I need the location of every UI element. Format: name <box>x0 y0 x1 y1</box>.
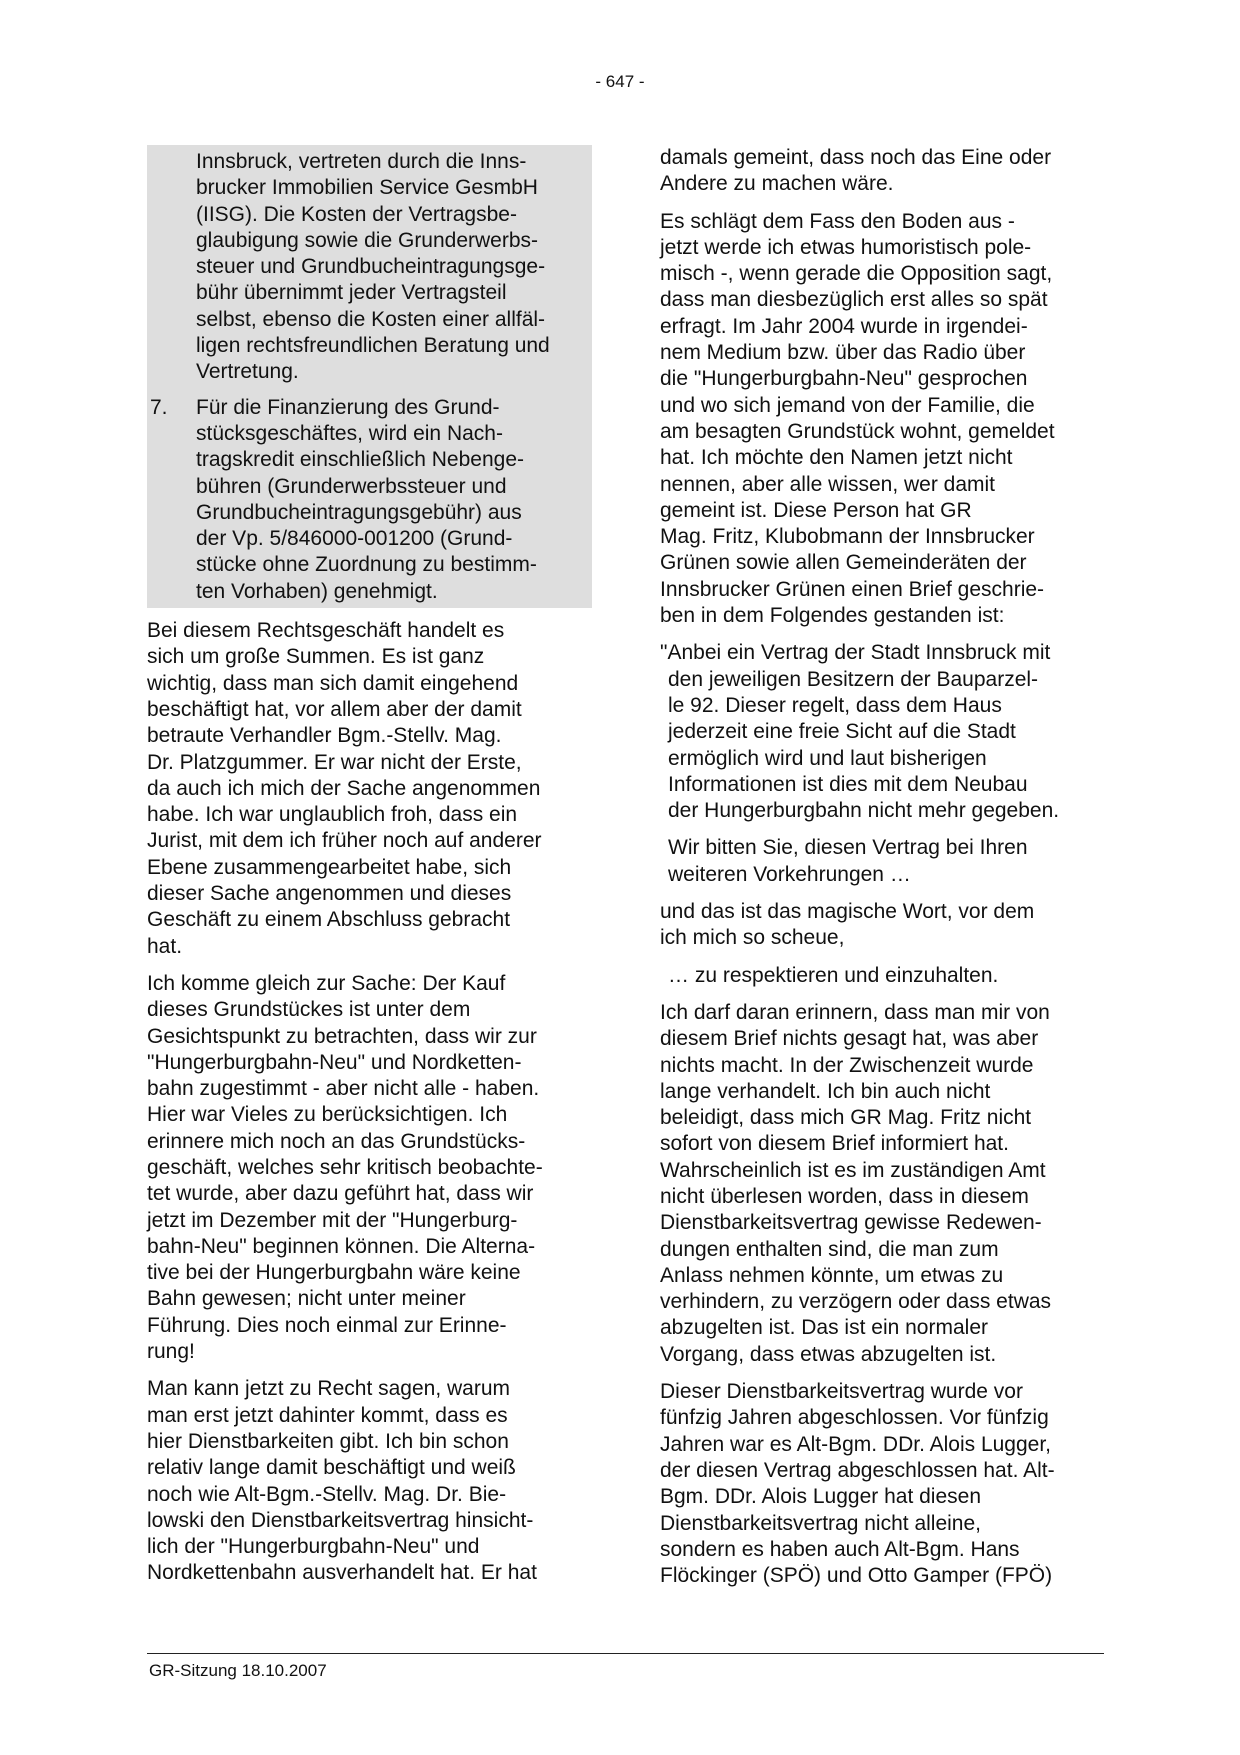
paragraph <box>147 971 592 1365</box>
text-line: fünfzig Jahren abgeschlossen. Vor fünfzig <box>660 1406 1049 1430</box>
text-line: dieses Grundstückes ist unter dem <box>147 998 471 1022</box>
text-line: Bei diesem Rechtsgeschäft handelt es <box>147 619 505 643</box>
text-line: Grundbucheintragungsgebühr) aus <box>196 500 522 524</box>
text-line: da auch ich mich der Sache angenommen <box>147 776 541 800</box>
text-line: gemeint ist. Diese Person hat GR <box>660 498 972 522</box>
text-line: lich der "Hungerburgbahn-Neu" und <box>147 1535 480 1559</box>
text-line: diesem Brief nichts gesagt hat, was aber <box>660 1027 1039 1051</box>
text-line: stücksgeschäftes, wird ein Nach- <box>196 421 503 445</box>
text-line: ligen rechtsfreundlichen Beratung und <box>196 334 550 358</box>
text-line: bahn zugestimmt - aber nicht alle - haben. <box>147 1077 540 1101</box>
text-line: ben in dem Folgendes gestanden ist: <box>660 604 1005 628</box>
text-line: … zu respektieren und einzuhalten. <box>668 963 999 987</box>
text-line: Grünen sowie allen Gemeinderäten der <box>660 551 1027 575</box>
text-line: hat. Ich möchte den Namen jetzt nicht <box>660 446 1013 470</box>
footer-session-date: GR-Sitzung 18.10.2007 <box>149 1661 327 1680</box>
text-line: dass man diesbezüglich erst alles so spät <box>660 288 1048 312</box>
text-line: glaubigung sowie die Grunderwerbs- <box>196 228 539 252</box>
text-line: Dienstbarkeitsvertrag nicht alleine, <box>660 1511 981 1535</box>
text-line: damals gemeint, dass noch das Eine oder <box>660 146 1052 169</box>
text-line: tet wurde, aber dazu geführt hat, dass wir <box>147 1182 534 1206</box>
text-line: ermöglich wird und laut bisherigen <box>668 746 987 770</box>
text-line: beschäftigt hat, vor allem aber der damit <box>147 697 522 721</box>
text-line: relativ lange damit beschäftigt und weiß <box>147 1456 516 1480</box>
text-line: habe. Ich war unglaublich froh, dass ein <box>147 803 518 827</box>
text-line: Bgm. DDr. Alois Lugger hat diesen <box>660 1485 982 1509</box>
right-column <box>660 145 1110 1600</box>
text-line: Nordkettenbahn ausverhandelt hat. Er hat <box>147 1561 537 1585</box>
text-line: le 92. Dieser regelt, dass dem Haus <box>668 693 1002 717</box>
text-line: Informationen ist dies mit dem Neubau <box>668 772 1028 796</box>
text-line: nicht überlesen worden, dass in diesem <box>660 1184 1029 1208</box>
text-line: und das ist das magische Wort, vor dem <box>660 900 1035 924</box>
text-line: Für die Finanzierung des Grund- <box>196 395 500 419</box>
text-line: und wo sich jemand von der Familie, die <box>660 393 1035 417</box>
resolution-box <box>147 145 592 608</box>
text-line: sofort von diesem Brief informiert hat. <box>660 1132 1009 1156</box>
text-line: Anlass nehmen könnte, um etwas zu <box>660 1263 1004 1287</box>
text-line: der diesen Vertrag abgeschlossen hat. Alt- <box>660 1458 1055 1482</box>
text-line: dungen enthalten sind, die man zum <box>660 1237 999 1261</box>
item-number: 7. <box>150 395 168 419</box>
text-line: "Anbei ein Vertrag der Stadt Innsbruck mit <box>660 641 1051 665</box>
text-line: Es schlägt dem Fass den Boden aus - <box>660 209 1015 233</box>
text-line: Ich darf daran erinnern, dass man mir von <box>660 1000 1050 1024</box>
text-line: weiteren Vorkehrungen … <box>668 862 911 886</box>
text-line: bühren (Grunderwerbssteuer und <box>196 474 507 498</box>
text-line: ich mich so scheue, <box>660 926 845 950</box>
text-line: Vorgang, dass etwas abzugelten ist. <box>660 1342 997 1366</box>
text-line: (IISG). Die Kosten der Vertragsbe- <box>196 202 517 226</box>
text-line: nem Medium bzw. über das Radio über <box>660 341 1026 365</box>
text-line: wichtig, dass man sich damit eingehend <box>147 671 519 695</box>
text-line: nennen, aber alle wissen, wer damit <box>660 472 996 496</box>
text-line: Führung. Dies noch einmal zur Erinne- <box>147 1313 507 1337</box>
text-line: hat. <box>147 934 183 958</box>
text-line: stücke ohne Zuordnung zu bestimm- <box>196 553 537 577</box>
text-line: Wahrscheinlich ist es im zuständigen Amt <box>660 1158 1046 1182</box>
resolution-item-7 <box>147 395 586 605</box>
text-line: den jeweiligen Besitzern der Bauparzel- <box>668 667 1039 691</box>
text-line: beleidigt, dass mich GR Mag. Fritz nicht <box>660 1106 1032 1130</box>
paragraph <box>147 618 592 960</box>
text-line: Geschäft zu einem Abschluss gebracht <box>147 908 511 932</box>
text-line: Wir bitten Sie, diesen Vertrag bei Ihren <box>668 836 1028 860</box>
text-line: misch -, wenn gerade die Opposition sagt, <box>660 262 1053 286</box>
paragraph <box>660 899 1110 952</box>
text-line: die "Hungerburgbahn-Neu" gesprochen <box>660 367 1028 391</box>
text-line: Ich komme gleich zur Sache: Der Kauf <box>147 971 506 995</box>
text-line: tive bei der Hungerburgbahn wäre keine <box>147 1261 521 1285</box>
text-line: der Hungerburgbahn nicht mehr gegeben. <box>668 799 1060 823</box>
letter-quote <box>660 963 1110 989</box>
paragraph <box>147 1376 592 1586</box>
text-line: jetzt werde ich etwas humoristisch pole- <box>660 235 1032 259</box>
text-line: geschäft, welches sehr kritisch beobachte- <box>147 1155 543 1179</box>
text-line: nichts macht. In der Zwischenzeit wurde <box>660 1053 1034 1077</box>
text-line: dieser Sache angenommen und dieses <box>147 882 512 906</box>
text-line: am besagten Grundstück wohnt, gemeldet <box>660 419 1055 443</box>
text-line: tragskredit einschließlich Nebenge- <box>196 448 524 472</box>
text-line: sondern es haben auch Alt-Bgm. Hans <box>660 1537 1020 1561</box>
text-line: Hier war Vieles zu berücksichtigen. Ich <box>147 1103 508 1127</box>
text-line: Jahren war es Alt-Bgm. DDr. Alois Lugger, <box>660 1432 1052 1456</box>
text-line: Andere zu machen wäre. <box>660 172 894 196</box>
left-column <box>147 145 592 1598</box>
footer-divider <box>147 1653 1104 1654</box>
letter-quote <box>660 640 1110 824</box>
text-line: Flöckinger (SPÖ) und Otto Gamper (FPÖ) <box>660 1564 1053 1588</box>
text-line: jederzeit eine freie Sicht auf die Stadt <box>668 720 1016 744</box>
text-line: verhindern, zu verzögern oder dass etwas <box>660 1290 1052 1314</box>
text-line: bühr übernimmt jeder Vertragsteil <box>196 281 507 305</box>
text-line: Innsbruck, vertreten durch die Inns- <box>196 150 527 173</box>
text-line: Dienstbarkeitsvertrag gewisse Redewen- <box>660 1211 1042 1235</box>
text-line: jetzt im Dezember mit der "Hungerburg- <box>147 1208 518 1232</box>
text-line: bahn-Neu" beginnen können. Die Alterna- <box>147 1234 536 1258</box>
text-line: noch wie Alt-Bgm.-Stellv. Mag. Dr. Bie- <box>147 1482 507 1506</box>
text-line: Dr. Platzgummer. Er war nicht der Erste, <box>147 750 522 774</box>
text-line: steuer und Grundbucheintragungsge- <box>196 255 546 279</box>
text-line: abzugelten ist. Das ist ein normaler <box>660 1316 988 1340</box>
paragraph <box>660 209 1110 630</box>
text-line: rung! <box>147 1340 195 1364</box>
text-line: Dieser Dienstbarkeitsvertrag wurde vor <box>660 1380 1023 1404</box>
text-line: Bahn gewesen; nicht unter meiner <box>147 1287 466 1311</box>
text-line: selbst, ebenso die Kosten einer allfäl- <box>196 307 546 331</box>
text-line: ten Vorhaben) genehmigt. <box>196 579 438 603</box>
text-line: Man kann jetzt zu Recht sagen, warum <box>147 1377 511 1401</box>
letter-quote <box>660 835 1110 888</box>
text-line: erinnere mich noch an das Grundstücks- <box>147 1129 526 1153</box>
text-line: der Vp. 5/846000-001200 (Grund- <box>196 527 513 551</box>
paragraph <box>660 1379 1110 1589</box>
text-line: Mag. Fritz, Klubobmann der Innsbrucker <box>660 525 1035 549</box>
text-line: Gesichtspunkt zu betrachten, dass wir zur <box>147 1024 537 1048</box>
text-line: erfragt. Im Jahr 2004 wurde in irgendei- <box>660 314 1028 338</box>
text-line: Ebene zusammengearbeitet habe, sich <box>147 855 512 879</box>
text-line: "Hungerburgbahn-Neu" und Nordketten- <box>147 1050 522 1074</box>
text-line: lange verhandelt. Ich bin auch nicht <box>660 1079 991 1103</box>
text-line: Vertretung. <box>196 360 299 384</box>
paragraph <box>660 145 1110 198</box>
text-line: lowski den Dienstbarkeitsvertrag hinsicht- <box>147 1508 534 1532</box>
text-line: Jurist, mit dem ich früher noch auf anderer <box>147 829 542 853</box>
paragraph <box>660 1000 1110 1368</box>
text-line: hier Dienstbarkeiten gibt. Ich bin schon <box>147 1429 509 1453</box>
text-line: betraute Verhandler Bgm.-Stellv. Mag. <box>147 724 502 748</box>
page-number: - 647 - <box>595 72 645 91</box>
text-line: man erst jetzt dahinter kommt, dass es <box>147 1403 508 1427</box>
resolution-continuation <box>147 149 586 386</box>
text-line: brucker Immobilien Service GesmbH <box>196 176 538 200</box>
text-line: sich um große Summen. Es ist ganz <box>147 645 485 669</box>
text-line: Innsbrucker Grünen einen Brief geschrie- <box>660 577 1045 601</box>
